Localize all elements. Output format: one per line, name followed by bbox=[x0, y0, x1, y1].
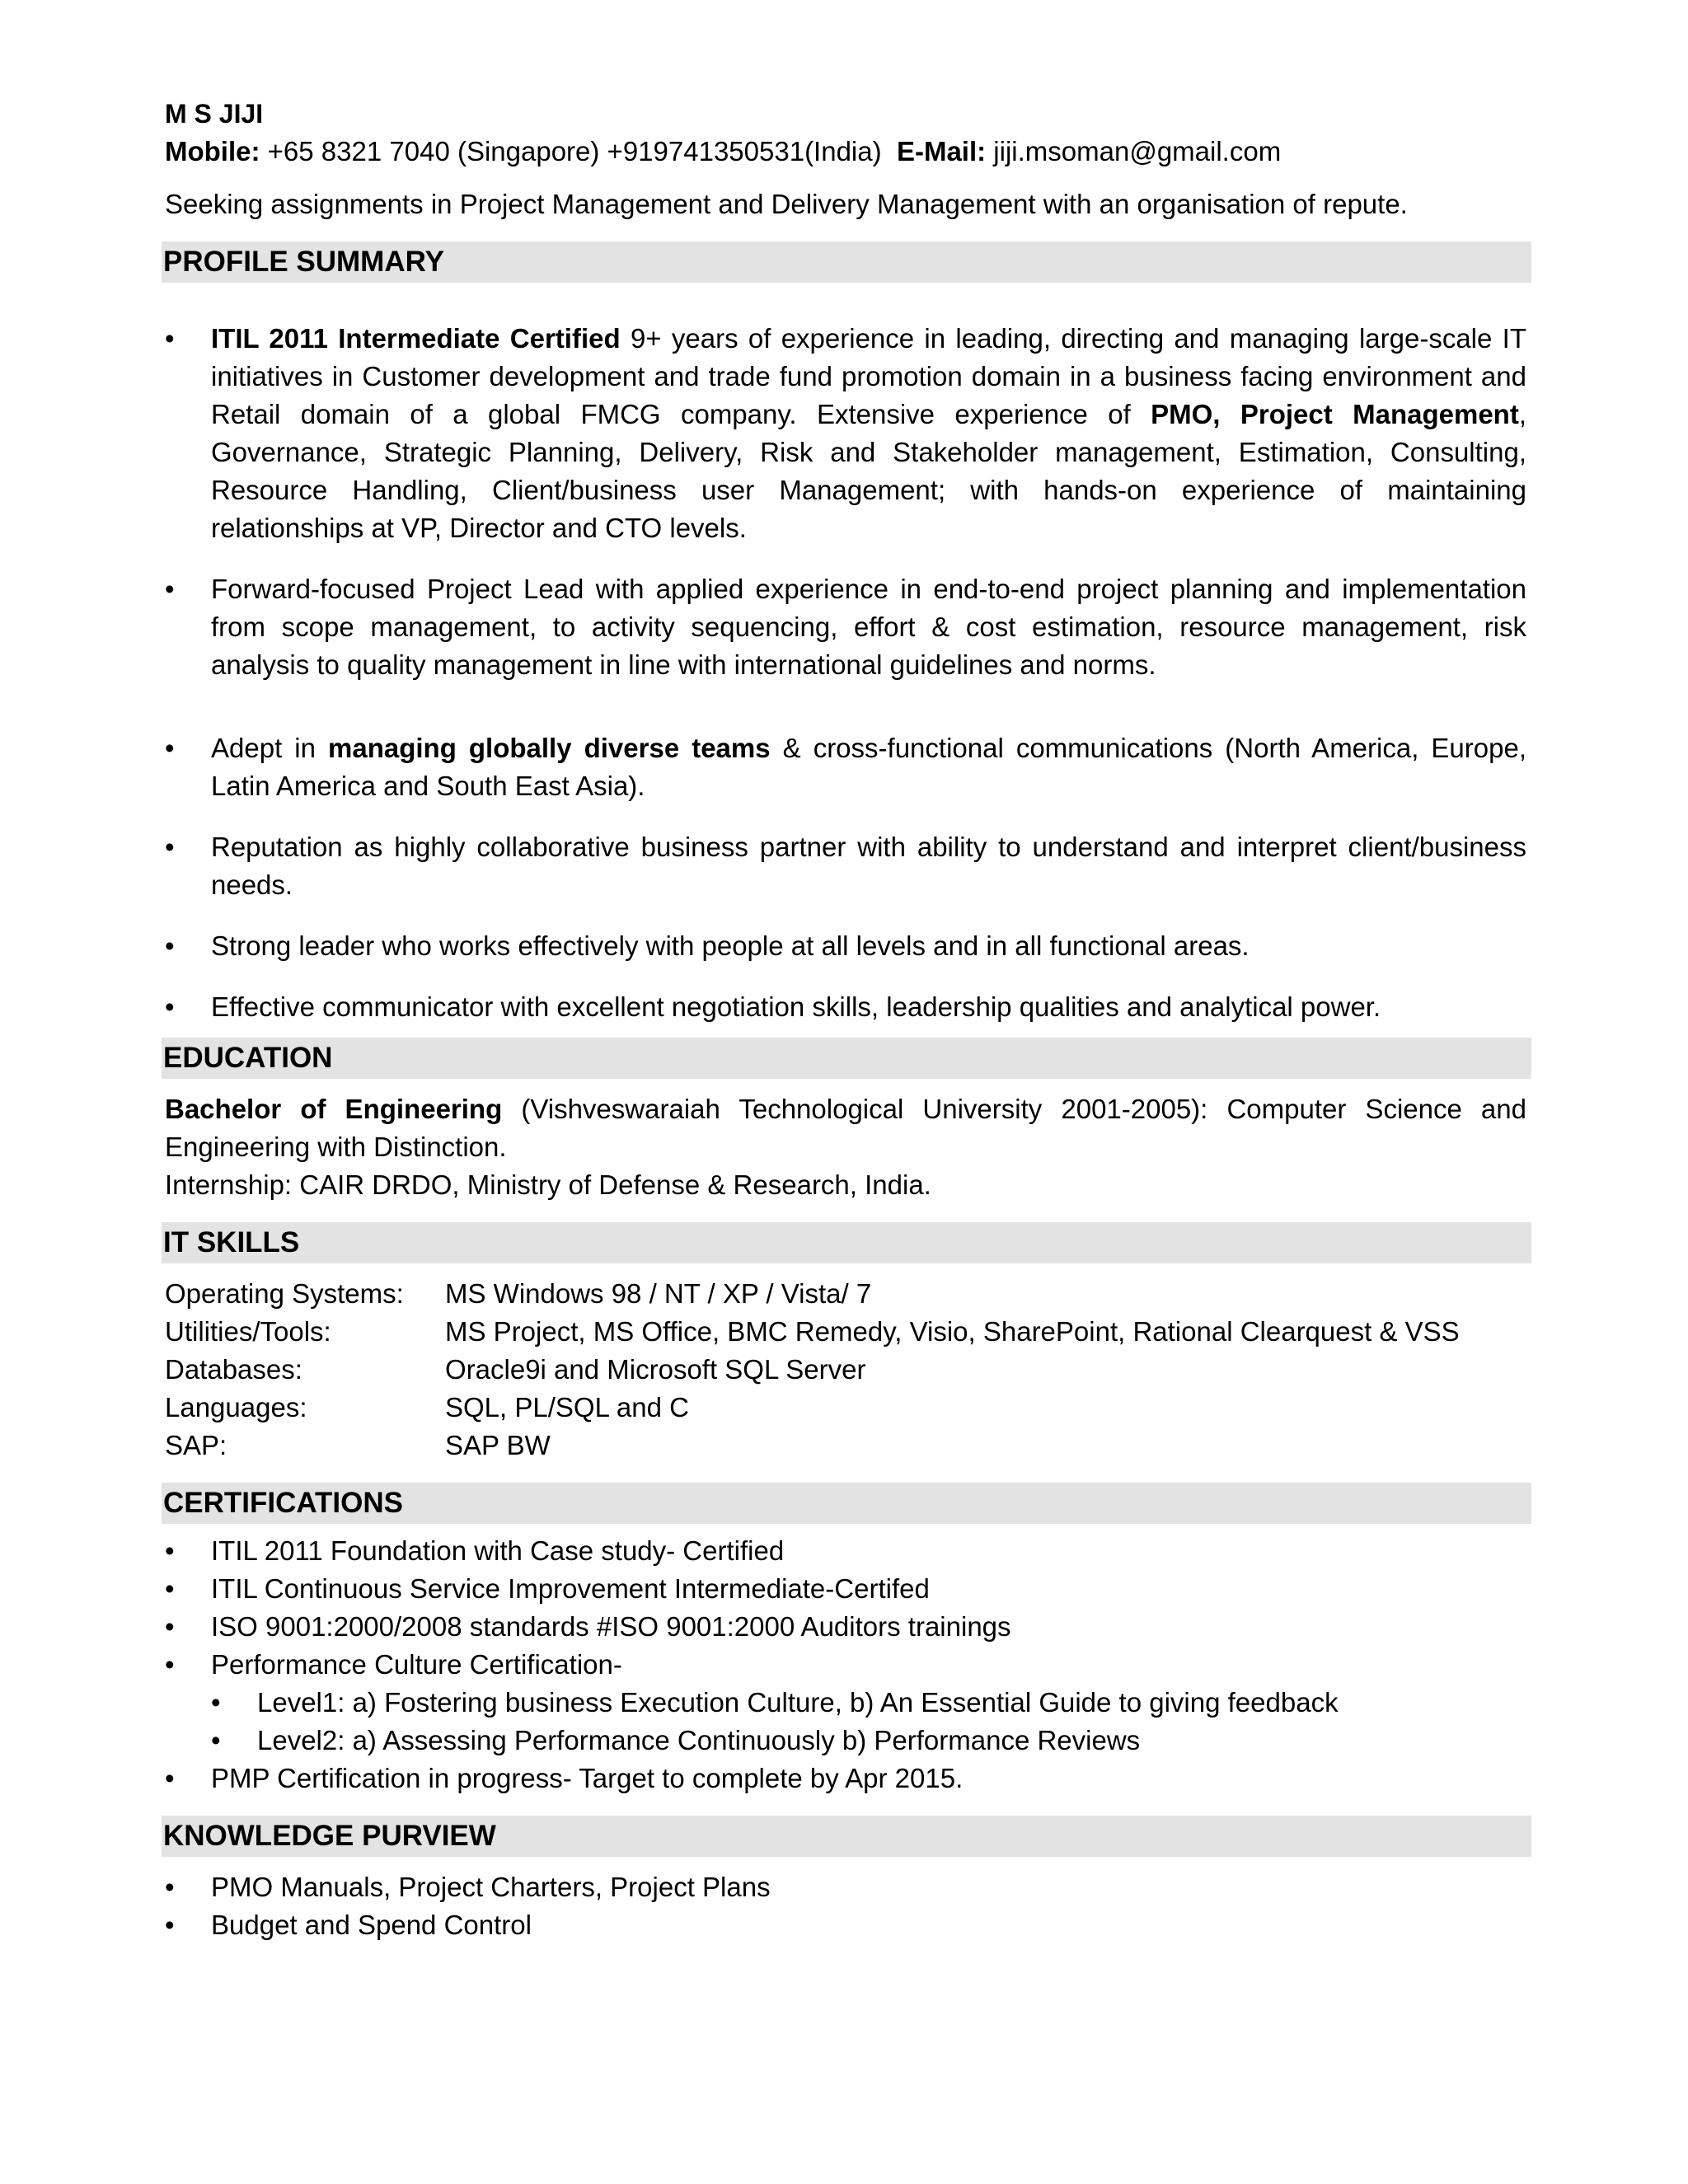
list-item bbox=[165, 1760, 1526, 1797]
list-item bbox=[165, 988, 1526, 1026]
list-item-text: Forward-focused Project Lead with applied experience in end-to-end project planning and implementation from scope management, to activity sequencing, effort & cost estimation, resource management, risk analysis to quality management in line with international guidelines and norms. bbox=[211, 574, 1526, 680]
skills-key: Operating Systems: bbox=[165, 1278, 404, 1309]
bullet-icon: • bbox=[165, 323, 175, 354]
email-value: jiji.msoman@gmail.com bbox=[986, 136, 1282, 166]
mobile-label: Mobile: bbox=[165, 136, 260, 166]
certifications-list bbox=[165, 1532, 1526, 1797]
skills-row bbox=[165, 1275, 1526, 1313]
bullet-icon: • bbox=[165, 733, 175, 763]
bullet-icon: • bbox=[165, 1872, 175, 1902]
list-item-text: ITIL 2011 Foundation with Case study- Certified bbox=[211, 1535, 785, 1566]
profile-summary-list bbox=[165, 320, 1526, 1026]
bullet-icon: • bbox=[165, 574, 175, 604]
section-heading-certifications: CERTIFICATIONS bbox=[162, 1483, 1531, 1524]
skills-row bbox=[165, 1313, 1526, 1351]
knowledge-list bbox=[165, 1868, 1526, 1944]
bullet-icon: • bbox=[165, 991, 175, 1022]
list-item bbox=[165, 570, 1526, 684]
list-item bbox=[165, 828, 1526, 904]
degree-bold: Bachelor of Engineering bbox=[165, 1094, 503, 1124]
skills-value: SAP BW bbox=[445, 1430, 551, 1460]
mobile-value: +65 8321 7040 (Singapore) +919741350531(India) bbox=[260, 136, 897, 166]
pmo-bold: PMO, Project Management bbox=[1151, 399, 1519, 429]
skills-value: MS Windows 98 / NT / XP / Vista/ 7 bbox=[445, 1278, 872, 1309]
section-heading-knowledge-purview: KNOWLEDGE PURVIEW bbox=[162, 1816, 1531, 1857]
list-item-text: PMO Manuals, Project Charters, Project Plans bbox=[211, 1872, 771, 1902]
skills-row bbox=[165, 1427, 1526, 1465]
list-item-text: ISO 9001:2000/2008 standards #ISO 9001:2000 Auditors trainings bbox=[211, 1611, 1011, 1642]
diverse-teams-bold: managing globally diverse teams bbox=[328, 733, 771, 763]
list-item bbox=[165, 729, 1526, 805]
degree-entry bbox=[165, 1090, 1526, 1166]
section-heading-profile-summary: PROFILE SUMMARY bbox=[162, 241, 1531, 283]
skills-value: SQL, PL/SQL and C bbox=[445, 1392, 689, 1422]
skills-key: SAP: bbox=[165, 1430, 227, 1460]
list-item-text: , Governance, Strategic Planning, Delivery, Risk and Stakeholder management, Estimation, Consulting, Resource Handling, Client/business user Management; with hands-on experience of maintaining relationships at VP, Director and CTO levels. bbox=[211, 399, 1526, 543]
list-item-text: Performance Culture Certification- bbox=[211, 1649, 622, 1680]
list-item bbox=[165, 320, 1526, 547]
list-item-text: Strong leader who works effectively with people at all levels and in all functional areas. bbox=[211, 930, 1250, 961]
bullet-icon: • bbox=[165, 1535, 175, 1566]
skills-value: Oracle9i and Microsoft SQL Server bbox=[445, 1354, 866, 1385]
bullet-icon: • bbox=[165, 1573, 175, 1604]
list-sub-item bbox=[165, 1684, 1526, 1722]
list-item bbox=[165, 1868, 1526, 1906]
list-item-text: ITIL Continuous Service Improvement Intermediate-Certifed bbox=[211, 1573, 930, 1604]
candidate-name: M S JIJI bbox=[165, 99, 264, 129]
list-item-text: Reputation as highly collaborative business partner with ability to understand and interpret client/business needs. bbox=[211, 832, 1526, 900]
bullet-icon: • bbox=[165, 930, 175, 961]
section-heading-it-skills: IT SKILLS bbox=[162, 1222, 1531, 1263]
list-sub-item bbox=[165, 1722, 1526, 1760]
list-item bbox=[165, 1532, 1526, 1570]
list-item bbox=[165, 1608, 1526, 1646]
skills-value: MS Project, MS Office, BMC Remedy, Visio, SharePoint, Rational Clearquest & VSS bbox=[445, 1316, 1460, 1347]
bullet-icon: • bbox=[165, 1910, 175, 1940]
list-item-text: Level2: a) Assessing Performance Continuously b) Performance Reviews bbox=[257, 1725, 1141, 1755]
skills-table bbox=[165, 1275, 1526, 1465]
email-label: E-Mail: bbox=[896, 136, 987, 166]
skills-row bbox=[165, 1389, 1526, 1427]
list-item-text: PMP Certification in progress- Target to complete by Apr 2015. bbox=[211, 1763, 964, 1793]
list-item-text: Effective communicator with excellent negotiation skills, leadership qualities and analytical power. bbox=[211, 991, 1381, 1022]
list-item-text: Level1: a) Fostering business Execution Culture, b) An Essential Guide to giving feedback bbox=[257, 1687, 1339, 1718]
list-item-text: 9+ years of experience in leading, directing and managing large-scale IT initiatives in Customer development and trade fund promotion domain in a business facing environment and Retail domain of a global FMCG company. Extensive experience of bbox=[211, 323, 1526, 429]
internship-entry: Internship: CAIR DRDO, Ministry of Defense & Research, India. bbox=[165, 1169, 931, 1200]
bullet-icon: • bbox=[211, 1687, 221, 1718]
section-heading-education: EDUCATION bbox=[162, 1038, 1531, 1079]
list-item-text: & cross-functional communications (North America, Europe, Latin America and South East Asia). bbox=[211, 733, 1526, 801]
list-item bbox=[165, 1646, 1526, 1684]
list-item bbox=[165, 1570, 1526, 1608]
bullet-icon: • bbox=[165, 1649, 175, 1680]
contact-line bbox=[165, 133, 1526, 171]
bullet-icon: • bbox=[165, 1763, 175, 1793]
itil-certified-bold: ITIL 2011 Intermediate Certified bbox=[211, 323, 621, 354]
list-item-text: Budget and Spend Control bbox=[211, 1910, 532, 1940]
skills-key: Languages: bbox=[165, 1392, 307, 1422]
list-item-text: Adept in bbox=[211, 733, 328, 763]
bullet-icon: • bbox=[165, 832, 175, 862]
skills-key: Utilities/Tools: bbox=[165, 1316, 331, 1347]
bullet-icon: • bbox=[211, 1725, 221, 1755]
list-item bbox=[165, 927, 1526, 965]
list-item bbox=[165, 1906, 1526, 1944]
skills-row bbox=[165, 1351, 1526, 1389]
skills-key: Databases: bbox=[165, 1354, 302, 1385]
objective-statement: Seeking assignments in Project Management and Delivery Management with an organisation of repute. bbox=[165, 189, 1408, 219]
degree-text: (Vishveswaraiah Technological University 2001-2005): Computer Science and Engineering with Distinction. bbox=[165, 1094, 1526, 1162]
resume-document bbox=[165, 95, 1526, 1944]
bullet-icon: • bbox=[165, 1611, 175, 1642]
